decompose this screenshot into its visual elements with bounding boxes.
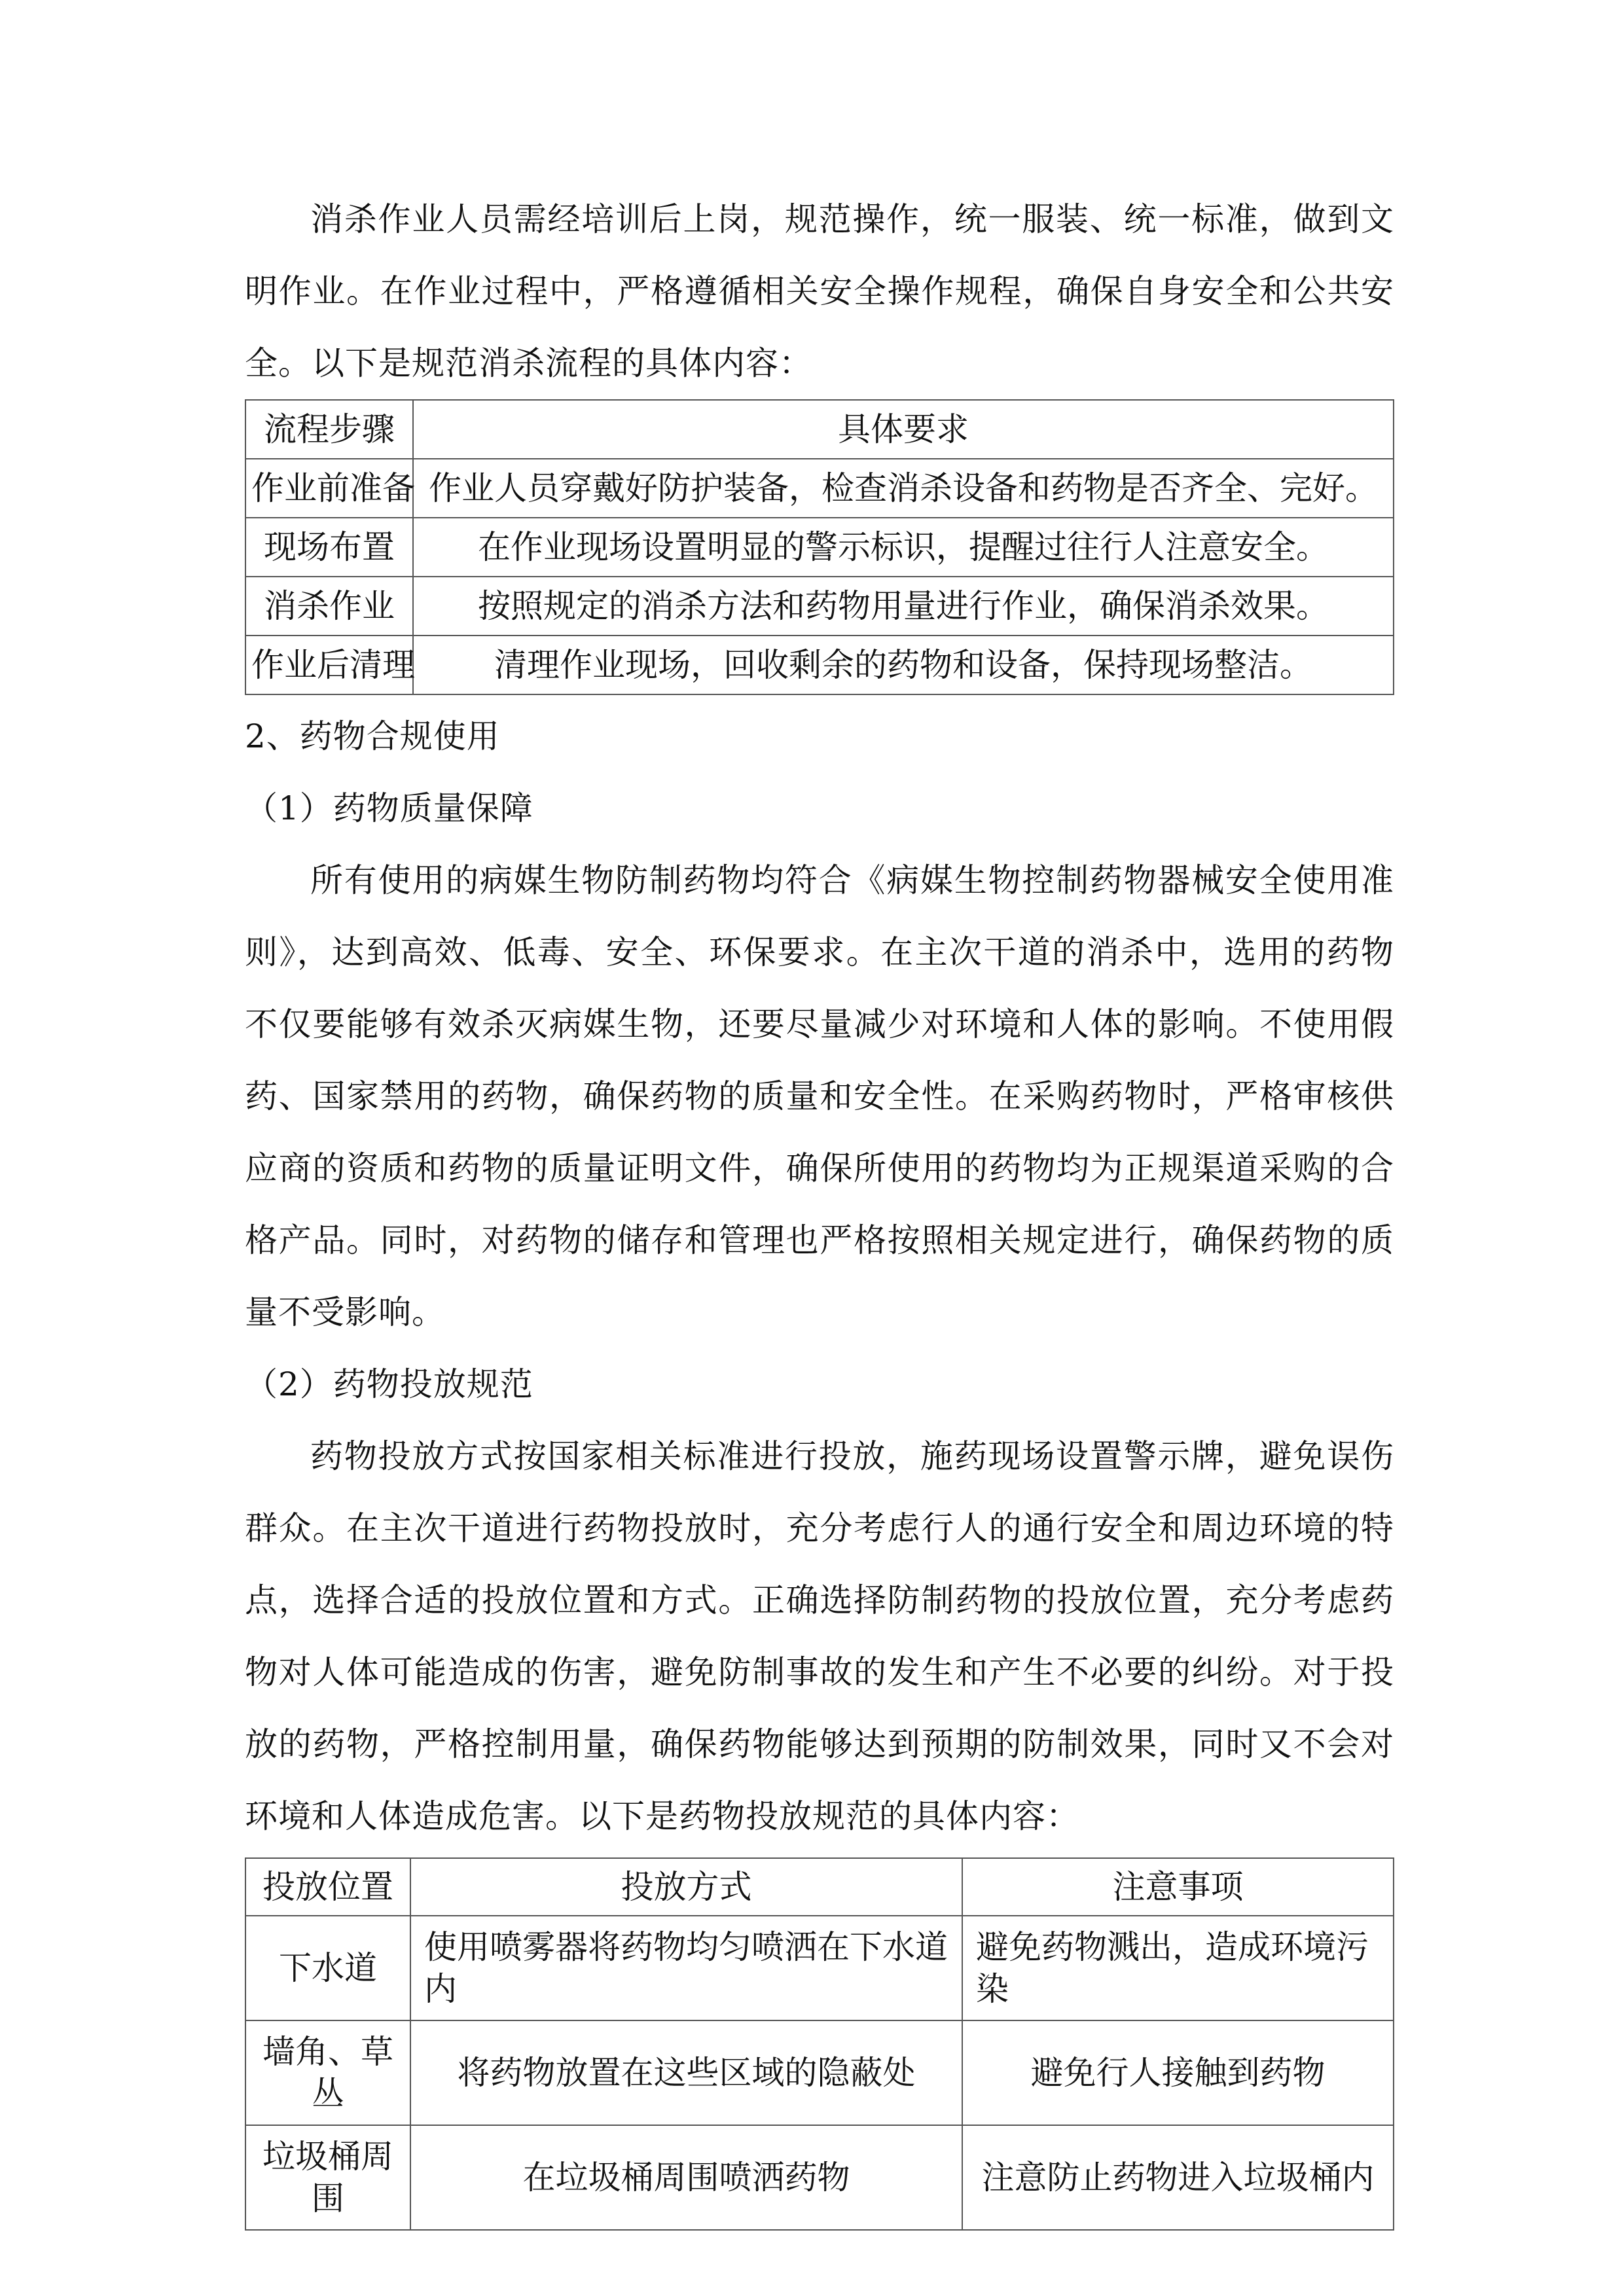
table-row [245,577,1394,636]
header-requirement: 具体要求 [413,400,1394,459]
placement-paragraph: 药物投放方式按国家相关标准进行投放，施药现场设置警示牌，避免误伤群众。在主次干道进行药物投放时，充分考虑行人的通行安全和周边环境的特点，选择合适的投放位置和方式。正确选择防制药物的投放位置，充分考虑药物对人体可能造成的伤害，避免防制事故的发生和产生不必要的纠纷。对于投放的药物，严格控制用量，确保药物能够达到预期的防制效果，同时又不会对环境和人体造成危害。以下是药物投放规范的具体内容： [245,1437,1394,1835]
method-cell: 在垃圾桶周围喷洒药物 [410,2125,962,2230]
requirement-cell: 在作业现场设置明显的警示标识，提醒过往行人注意安全。 [413,518,1394,577]
location-cell: 下水道 [245,1916,410,2020]
step-cell: 消杀作业 [245,577,413,636]
location-cell: 垃圾桶周围 [245,2125,410,2230]
method-cell: 将药物放置在这些区域的隐蔽处 [410,2020,962,2125]
header-process-step: 流程步骤 [245,400,413,459]
step-cell: 作业前准备 [245,459,413,518]
requirement-cell: 按照规定的消杀方法和药物用量进行作业，确保消杀效果。 [413,577,1394,636]
placement-table [245,1857,1394,2231]
notes-cell: 注意防止药物进入垃圾桶内 [962,2125,1394,2230]
section-heading: 2、药物合规使用 [245,717,500,755]
table-row [245,2020,1394,2125]
header-notes: 注意事项 [962,1858,1394,1916]
method-cell: 使用喷雾器将药物均匀喷洒在下水道内 [410,1916,962,2020]
header-location: 投放位置 [245,1858,410,1916]
notes-cell: 避免药物溅出，造成环境污染 [962,1916,1394,2020]
quality-paragraph: 所有使用的病媒生物防制药物均符合《病媒生物控制药物器械安全使用准则》，达到高效、低毒、安全、环保要求。在主次干道的消杀中，选用的药物不仅要能够有效杀灭病媒生物，还要尽量减少对环境和人体的影响。不使用假药、国家禁用的药物，确保药物的质量和安全性。在采购药物时，严格审核供应商的资质和药物的质量证明文件，确保所使用的药物均为正规渠道采购的合格产品。同时，对药物的储存和管理也严格按照相关规定进行，确保药物的质量不受影响。 [245,861,1394,1331]
table-header-row [245,400,1394,459]
subsection-heading-placement: （2）药物投放规范 [245,1365,533,1403]
header-method: 投放方式 [410,1858,962,1916]
intro-paragraph: 消杀作业人员需经培训后上岗，规范操作，统一服装、统一标准，做到文明作业。在作业过程中，严格遵循相关安全操作规程，确保自身安全和公共安全。以下是规范消杀流程的具体内容： [245,200,1394,382]
table-row [245,2125,1394,2230]
step-cell: 作业后清理 [245,636,413,694]
location-cell: 墙角、草丛 [245,2020,410,2125]
table-row [245,1916,1394,2020]
requirement-cell: 清理作业现场，回收剩余的药物和设备，保持现场整洁。 [413,636,1394,694]
document-page [245,183,1394,2231]
table-header-row [245,1858,1394,1916]
table-row [245,459,1394,518]
step-cell: 现场布置 [245,518,413,577]
notes-cell: 避免行人接触到药物 [962,2020,1394,2125]
table-row [245,636,1394,694]
subsection-heading-quality: （1）药物质量保障 [245,789,533,827]
requirement-cell: 作业人员穿戴好防护装备，检查消杀设备和药物是否齐全、完好。 [413,459,1394,518]
process-table [245,399,1394,695]
table-row [245,518,1394,577]
